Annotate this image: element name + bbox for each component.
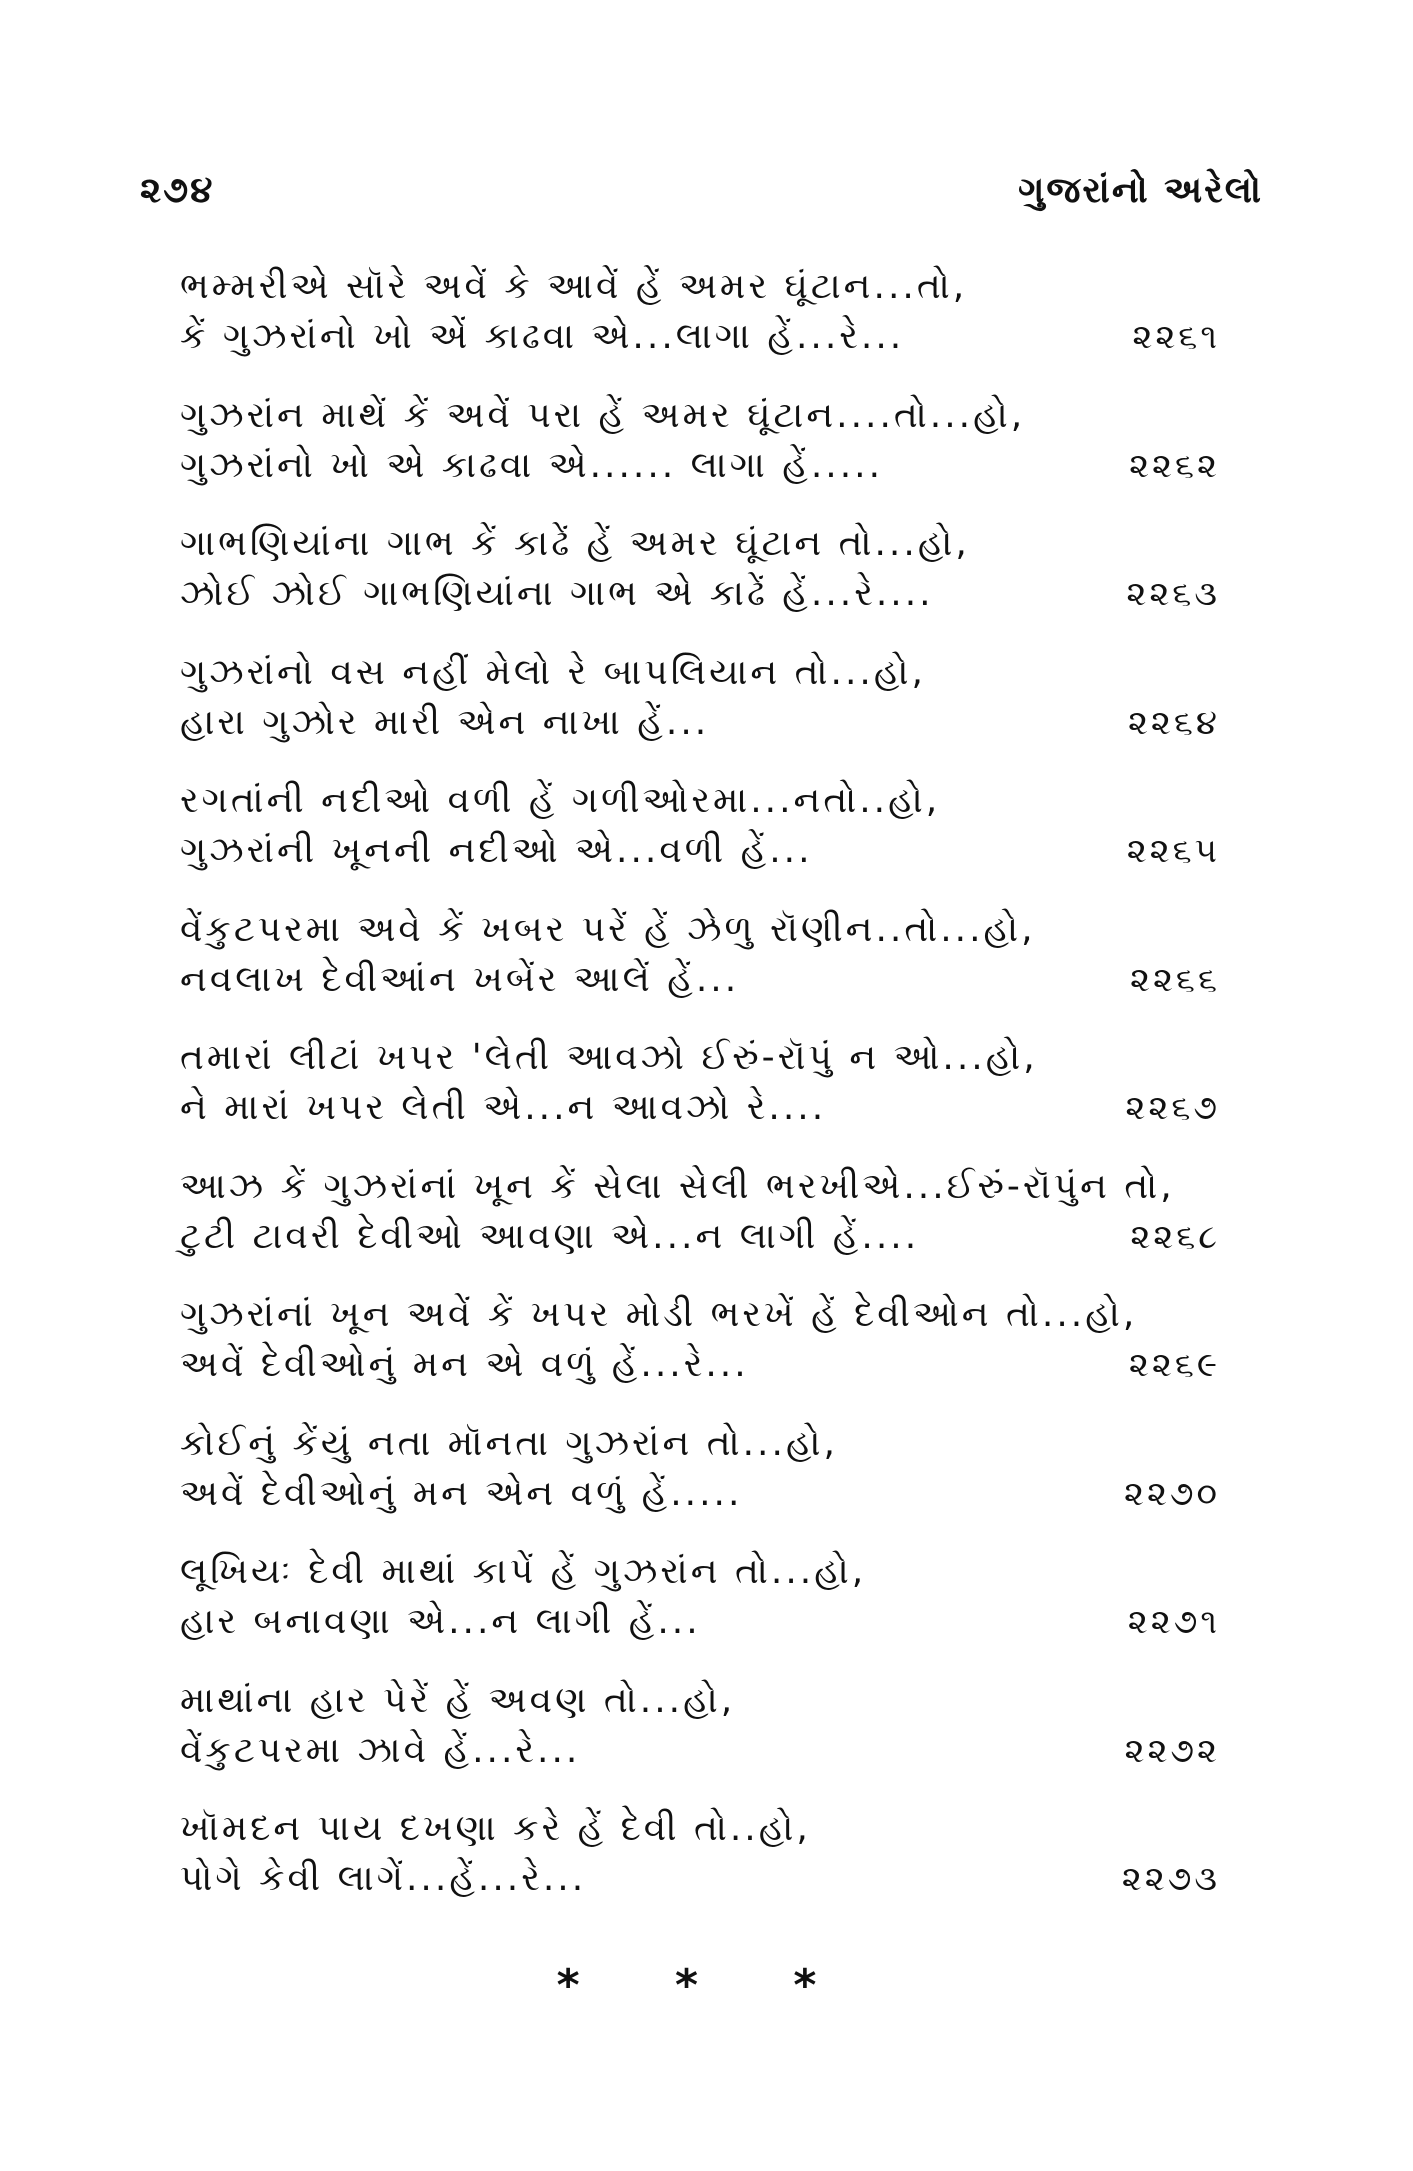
verse-line-2: અવેં દેવીઓનું મન એન વળું હેં..... <box>180 1472 743 1514</box>
verse-line-2: ટુટી ટાવરી દેવીઓ આવણા એ...ન લાગી હેં.... <box>180 1215 920 1257</box>
verse-number: ૨૨૬૧ <box>1132 317 1220 357</box>
verse <box>180 1290 1220 1419</box>
verse-number: ૨૨૬૪ <box>1127 702 1220 743</box>
verse <box>180 905 1220 1034</box>
verse-line-1: ગુઝરાંન માથેં કેં અવેં પરા હેં અમર ઘૂંટાન....તો...હો, <box>180 394 1026 436</box>
verse-number: ૨૨૬૨ <box>1129 445 1220 486</box>
verse-line-2-row <box>180 1597 1220 1647</box>
verse <box>180 1547 1220 1676</box>
verse-line-1: ભમ્મરીએ સૉરે અવેં કે આવેં હેં અમર ઘૂંટાન...તો, <box>180 266 968 307</box>
verse-line-2-row <box>180 569 1220 619</box>
verse-number: ૨૨૬૭ <box>1125 1088 1220 1128</box>
verse-line-1: વેંકુટપરમા અવે કેં ખબર પરેં હેં ઝેળુ રૉણીન..તો...હો, <box>180 908 1036 950</box>
verse-line-2-row <box>180 1854 1220 1904</box>
page-number: ૨૭૪ <box>140 170 215 211</box>
verse <box>180 776 1220 905</box>
verse-line-2-row <box>180 1212 1220 1262</box>
verse-line-2-row <box>180 1469 1220 1519</box>
verse <box>180 1676 1220 1805</box>
section-end-ornament: * * * <box>556 1960 857 2011</box>
verse-number: ૨૨૬૮ <box>1130 1216 1220 1257</box>
verse-line-2-row <box>180 1083 1220 1133</box>
verse <box>180 1804 1220 1933</box>
verse-line-2: કેં ગુઝરાંનો ખો એં કાઢવા એ...લાગા હેં...રે... <box>180 316 905 357</box>
verse-line-2: હાર બનાવણા એ...ન લાગી હેં... <box>180 1601 701 1642</box>
verse-line-1: આઝ કેં ગુઝરાંનાં ખૂન કેં સેલા સેલી ભરખીએ...ઈરું-રૉપુંન તો, <box>180 1165 1175 1207</box>
verse-line-2: ને મારાં ખપર લેતી એ...ન આવઝો રે.... <box>180 1087 827 1128</box>
verse-number: ૨૨૬૯ <box>1128 1345 1220 1385</box>
verse <box>180 648 1220 777</box>
verse-line-2-row <box>180 441 1220 491</box>
verse-list <box>180 262 1220 1933</box>
running-title: ગુજરાંનો અરેલો <box>1018 170 1263 211</box>
verse-line-1: ગુઝરાંનો વસ નહીં મેલો રે બાપલિયાન તો...હો, <box>180 651 926 693</box>
verse-line-2: ગુઝરાંની ખૂનની નદીઓ એ...વળી હેં... <box>180 830 813 871</box>
verse-line-2-row <box>180 1726 1220 1776</box>
verse-line-2-row <box>180 698 1220 748</box>
verse-line-2: ઝોઈ ઝોઈ ગાભણિયાંના ગાભ એ કાઢેં હેં...રે.... <box>180 573 934 614</box>
verse <box>180 1419 1220 1548</box>
verse-number: ૨૨૭૦ <box>1123 1473 1220 1514</box>
verse-line-2: પોગે કેવી લાગેં...હેં...રે... <box>180 1858 587 1899</box>
verse-number: ૨૨૬૩ <box>1126 574 1220 614</box>
page-header <box>140 170 1263 230</box>
verse-line-2-row <box>180 955 1220 1005</box>
verse-line-2-row <box>180 312 1220 362</box>
verse-line-2: વેંકુટપરમા ઝાવે હેં...રે... <box>180 1729 581 1771</box>
verse-line-2: ગુઝરાંનો ખો એ કાઢવા એ...... લાગા હેં..... <box>180 444 884 486</box>
verse-number: ૨૨૭૧ <box>1127 1602 1220 1642</box>
verse-line-1: ખૉમદન પાય દખણા કરે હેં દેવી તો..હો, <box>180 1808 811 1849</box>
verse-line-1: રગતાંની નદીઓ વળી હેં ગળીઓરમા...નતો..હો, <box>180 780 941 821</box>
verse-line-2: હારા ગુઝોર મારી એન નાખા હેં... <box>180 701 710 743</box>
verse-line-2: અવેં દેવીઓનું મન એ વળું હેં...રે... <box>180 1344 749 1385</box>
verse-number: ૨૨૭૩ <box>1121 1859 1220 1899</box>
verse-line-1: કોઈનું કેંયું નતા મૉનતા ગુઝરાંન તો...હો, <box>180 1422 838 1464</box>
verse <box>180 391 1220 520</box>
verse-line-1: ગુઝરાંનાં ખૂન અવેં કેં ખપર મોડી ભરખેં હેં દેવીઓન તો...હો, <box>180 1294 1138 1335</box>
verse <box>180 1162 1220 1291</box>
verse <box>180 1033 1220 1162</box>
verse-line-2: નવલાખ દેવીઆંન ખબેંર આલેં હેં... <box>180 958 740 1000</box>
verse <box>180 262 1220 391</box>
verse-number: ૨૨૬૫ <box>1126 831 1220 871</box>
verse-line-2-row <box>180 826 1220 876</box>
verse-line-2-row <box>180 1340 1220 1390</box>
verse-number: ૨૨૬૬ <box>1130 959 1220 1000</box>
verse <box>180 519 1220 648</box>
verse-line-1: માથાંના હાર પેરેં હેં અવણ તો...હો, <box>180 1679 736 1721</box>
verse-line-1: લૂખિયઃ દેવી માથાં કાપેં હેં ગુઝરાંન તો...હો, <box>180 1551 867 1592</box>
verse-number: ૨૨૭૨ <box>1124 1730 1220 1771</box>
verse-line-1: ગાભણિયાંના ગાભ કેં કાઢેં હેં અમર ઘૂંટાન તો...હો, <box>180 523 970 564</box>
verse-line-1: તમારાં લીટાં ખપર 'લેતી આવઝો ઈરું-રૉપું ન ઓ...હો, <box>180 1037 1038 1078</box>
